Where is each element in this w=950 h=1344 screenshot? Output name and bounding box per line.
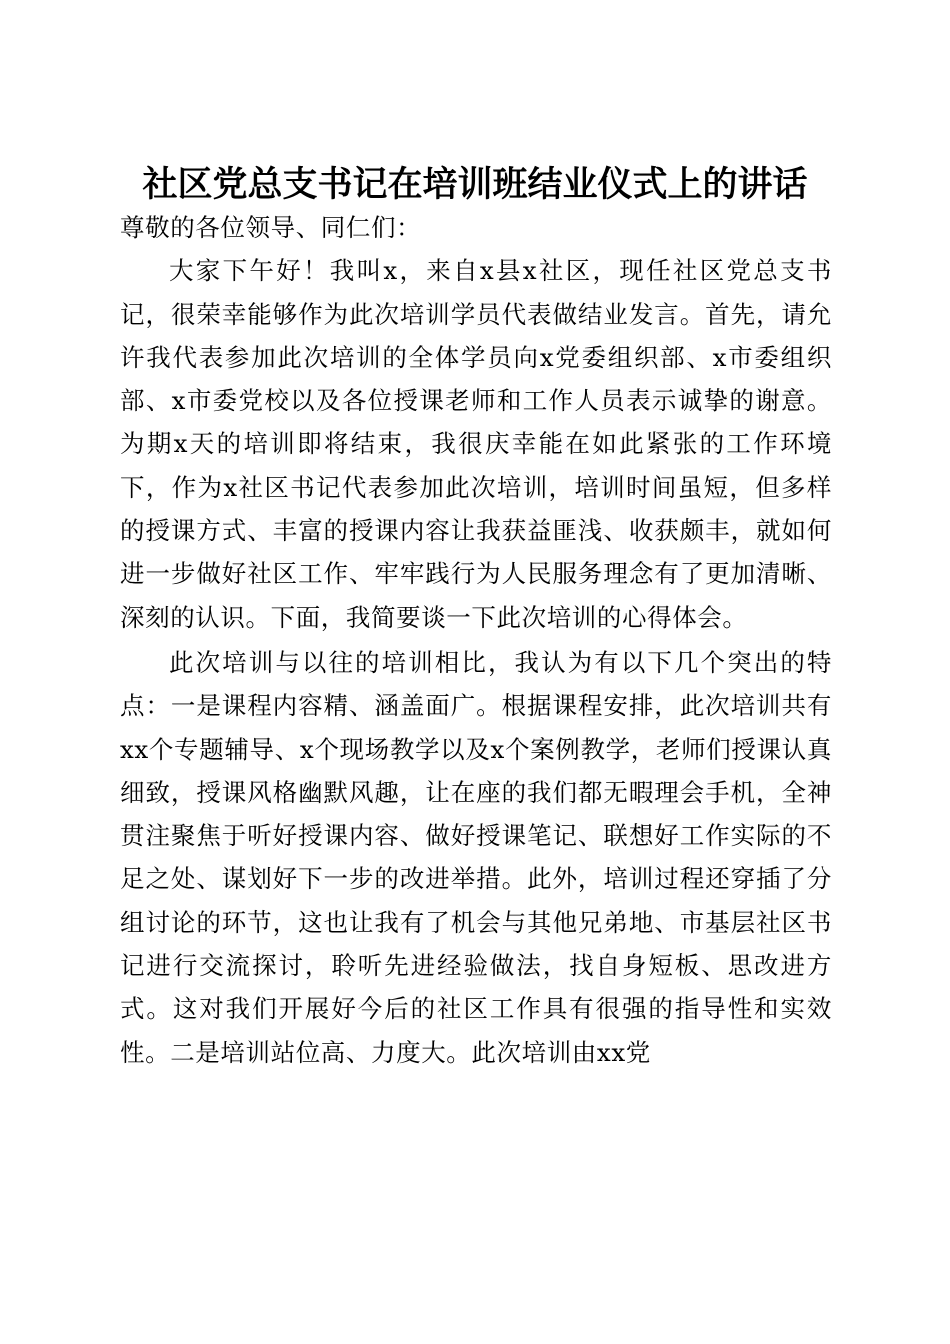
paragraph-1: 大家下午好！我叫x，来自x县x社区，现任社区党总支书记，很荣幸能够作为此次培训学员代表做结业发言。首先，请允许我代表参加此次培训的全体学员向x党委组织部、x市委组织部、x市委党校以及各位授课老师和工作人员表示诚挚的谢意。为期x天的培训即将结束，我很庆幸能在如此紧张的工作环境下，作为x社区书记代表参加此次培训，培训时间虽短，但多样的授课方式、丰富的授课内容让我获益匪浅、收获颇丰，就如何进一步做好社区工作、牢牢践行为人民服务理念有了更加清晰、深刻的认识。下面，我简要谈一下此次培训的心得体会。 xyxy=(120,256,832,632)
document-body xyxy=(120,206,832,1074)
document-title: 社区党总支书记在培训班结业仪式上的讲话 xyxy=(142,164,808,206)
paragraph-2: 此次培训与以往的培训相比，我认为有以下几个突出的特点：一是课程内容精、涵盖面广。根据课程安排，此次培训共有xx个专题辅导、x个现场教学以及x个案例教学，老师们授课认真细致，授课风格幽默风趣，让在座的我们都无暇理会手机，全神贯注聚焦于听好授课内容、做好授课笔记、联想好工作实际的不足之处、谋划好下一步的改进举措。此外，培训过程还穿插了分组讨论的环节，这也让我有了机会与其他兄弟地、市基层社区书记进行交流探讨，聆听先进经验做法，找自身短板、思改进方式。这对我们开展好今后的社区工作具有很强的指导性和实效性。二是培训站位高、力度大。此次培训由xx党 xyxy=(120,647,832,1067)
salutation: 尊敬的各位领导、同仁们： xyxy=(120,213,422,242)
